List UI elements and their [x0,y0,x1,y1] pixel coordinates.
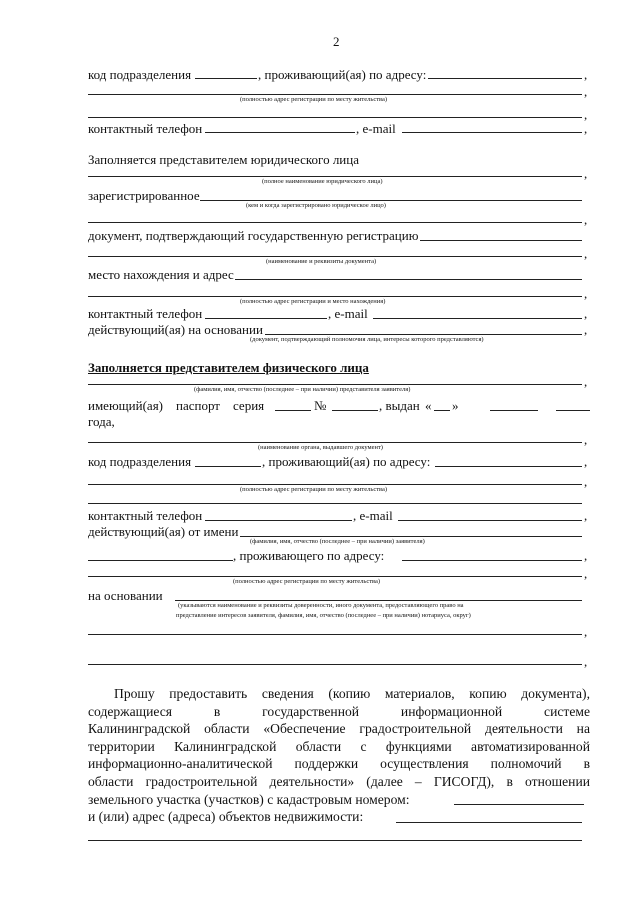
request-line-8: и (или) адрес (адреса) объектов недвижимости: [88,809,364,825]
legal-phone-label: контактный телефон [88,306,203,321]
phone-field[interactable] [205,132,355,133]
rep-email-field[interactable] [398,520,582,521]
passport-series-field[interactable] [275,410,311,411]
code-field[interactable] [195,78,257,79]
comma: , [584,166,588,181]
rep-basis-caption-1: (указываются наименование и реквизиты доверенности, иного документа, предоставляющего право на [178,602,464,609]
request-line-2: содержащиеся в государственной информационной системе [88,703,590,719]
comma: , [584,432,588,447]
rep-address-caption: (полностью адрес регистрации по месту жительства) [240,486,388,493]
comma: , [584,306,588,321]
email-field[interactable] [402,132,582,133]
passport-word: паспорт [176,398,220,413]
request-line-1: Прошу предоставить сведения (копию материалов, копию документа), [114,686,590,701]
series-word: серия [233,398,265,413]
comma: , [584,322,588,337]
phone-label: контактный телефон [88,121,203,136]
legal-phone-field[interactable] [205,318,327,319]
request-line-7: земельного участка (участков) с кадастровым номером: [88,791,410,807]
rep-basis-caption-2: представление интересов заявителя, фамилия, имя, отчество (последнее – при наличии) нотариуса, округ) [176,612,471,619]
physical-heading: Заполняется представителем физического лица [88,360,369,375]
legal-basis-label: действующий(ая) на основании [88,322,263,337]
request-line-4: территории Калининградской области с функциями автоматизированной [88,738,590,754]
comma: , [584,374,588,389]
registration-doc-label: документ, подтверждающий государственную регистрацию [88,228,419,243]
comma: , [584,566,588,581]
address-caption: (полностью адрес регистрации по месту жительства) [240,96,388,103]
comma: , [584,212,588,227]
rep-residing-label: , проживающий(ая) по адресу: [262,454,431,469]
comma: , [584,474,588,489]
applicant-fio-field[interactable] [240,536,582,537]
passport-issuer-caption: (наименование органа, выдавшего документ) [258,444,383,451]
rep-address-field-3[interactable] [88,503,582,504]
comma: , [584,286,588,301]
address-field-2[interactable] [88,94,582,95]
request-line-3: Калининградской области «Обеспечение градостроительной деятельности на [88,721,590,737]
issue-day-field[interactable] [434,410,450,411]
comma: , [584,121,588,136]
passport-issuer-field[interactable] [88,442,582,443]
request-line-5: информационно-аналитической поддержки осуществления полномочий в [88,756,590,772]
rep-address-field-2[interactable] [88,484,582,485]
passport-number-field[interactable] [332,410,378,411]
rep-code-label: код подразделения [88,454,192,469]
location-field-2[interactable] [88,296,582,297]
applicant-residing-label: , проживающего по адресу: [233,548,385,563]
legal-basis-field[interactable] [265,334,582,335]
address-field-3[interactable] [88,117,582,118]
comma: , [584,508,588,523]
comma: , [584,246,588,261]
passport-label: имеющий(ая) [88,398,163,413]
rep-phone-field[interactable] [205,520,352,521]
applicant-fio-field-2[interactable] [88,560,233,561]
comma: , [584,84,588,99]
comma: , [584,67,588,82]
legal-email-label: , e-mail [328,306,368,321]
registered-label: зарегистрированное [88,188,200,203]
applicant-address-field-2[interactable] [88,576,582,577]
location-label: место нахождения и адрес [88,267,234,282]
representative-fio-field[interactable] [88,384,582,385]
code-label: код подразделения [88,67,192,82]
rep-email-label: , e-mail [353,508,393,523]
quote-open: « [425,398,432,413]
cadastral-number-field[interactable] [454,804,584,805]
rep-code-field[interactable] [195,466,261,467]
issued-label: , выдан [379,398,420,413]
location-field[interactable] [235,279,582,280]
legal-basis-caption: (документ, подтверждающий полномочия лица, интересы которого представляются) [250,336,484,343]
registered-caption: (кем и когда зарегистрировано юридическое лицо) [246,202,386,209]
registered-field-2[interactable] [88,222,582,223]
legal-email-field[interactable] [373,318,582,319]
request-line-6: области градостроительной деятельности» (далее – ГИСОГД), в отношении [88,774,590,789]
rep-basis-field[interactable] [175,600,582,601]
legal-heading: Заполняется представителем юридического лица [88,152,359,167]
legal-name-field[interactable] [88,176,582,177]
registered-field[interactable] [200,200,582,201]
applicant-address-field[interactable] [402,560,582,561]
comma: , [584,624,588,639]
registration-doc-field[interactable] [420,240,582,241]
page-number: 2 [333,34,340,49]
year-label: года, [88,414,115,429]
rep-address-field[interactable] [435,466,582,467]
property-address-field[interactable] [396,822,582,823]
quote-close: » [452,398,459,413]
registration-doc-field-2[interactable] [88,256,582,257]
applicant-fio-caption: (фамилия, имя, отчество (последнее – при наличии) заявителя) [250,538,425,545]
registration-doc-caption: (наименование и реквизиты документа) [266,258,377,265]
rep-basis-field-3[interactable] [88,664,582,665]
address-field[interactable] [428,78,582,79]
location-caption: (полностью адрес регистрации и место нахождения) [240,298,386,305]
rep-basis-label: на основании [88,588,163,603]
comma: , [584,548,588,563]
acting-label: действующий(ая) от имени [88,524,239,539]
email-label: , e-mail [356,121,396,136]
issue-year-field[interactable] [556,410,590,411]
number-sign: № [314,398,327,413]
comma: , [584,654,588,669]
issue-month-field[interactable] [490,410,538,411]
comma: , [584,454,588,469]
comma: , [584,107,588,122]
representative-fio-caption: (фамилия, имя, отчество (последнее – при наличии) представителя заявителя) [194,386,411,393]
applicant-address-caption: (полностью адрес регистрации по месту жительства) [233,578,381,585]
residing-label: , проживающий(ая) по адресу: [258,67,427,82]
rep-phone-label: контактный телефон [88,508,203,523]
legal-name-caption: (полное наименование юридического лица) [262,178,383,185]
rep-basis-field-2[interactable] [88,634,582,635]
property-address-field-2[interactable] [88,840,582,841]
